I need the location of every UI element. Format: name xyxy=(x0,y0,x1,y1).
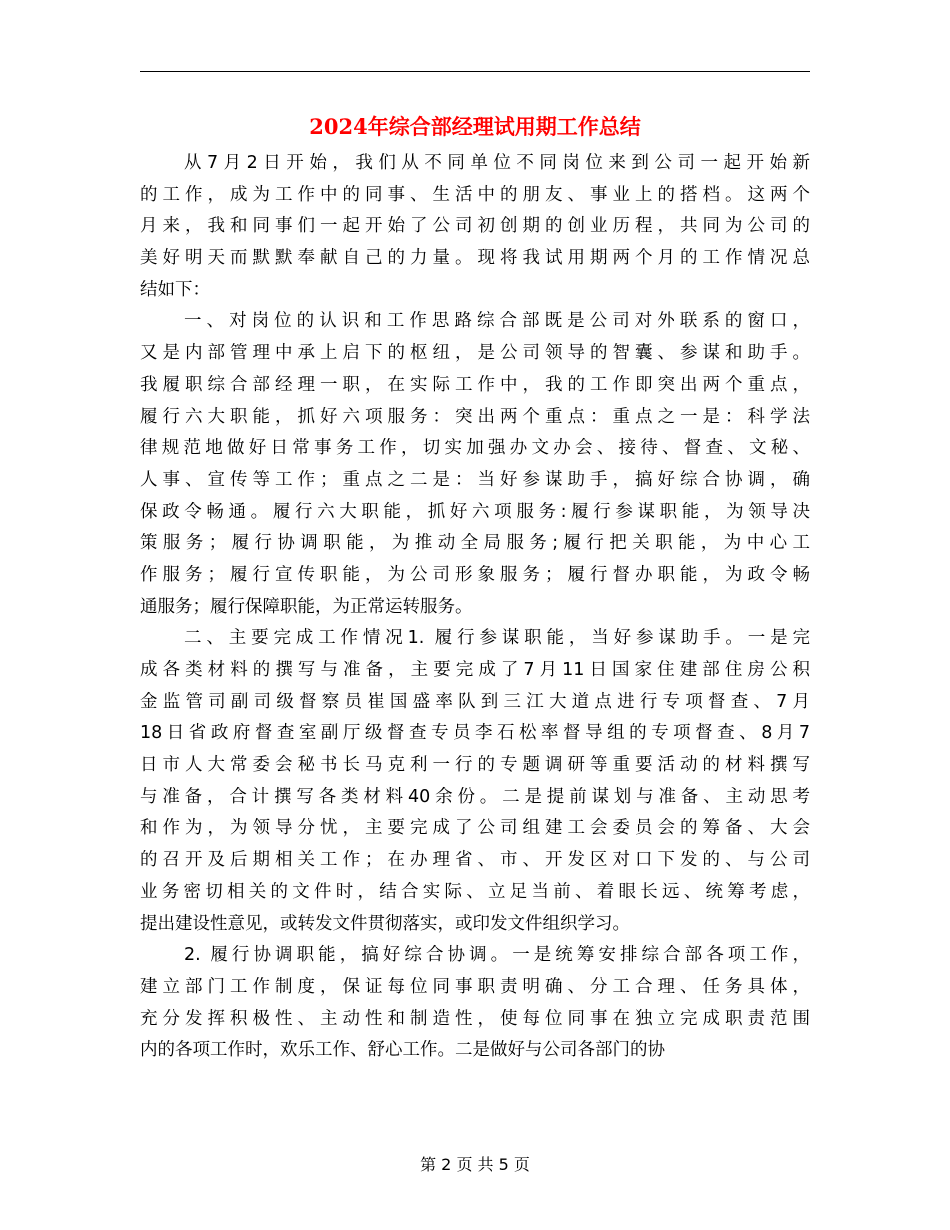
paragraph-2-line-6: 人事、宣传等工作；重点之二是：当好参谋助手，搞好综合协调，确 xyxy=(140,469,810,490)
paragraph-4-line-2: 建立部门工作制度，保证每位同事职责明确、分工合理、任务具体， xyxy=(140,976,810,997)
paragraph-2-line-7: 保政令畅通。履行六大职能，抓好六项服务:履行参谋职能，为领导决 xyxy=(140,501,810,522)
document-body xyxy=(140,148,810,1067)
paragraph-2-line-3: 我履职综合部经理一职，在实际工作中，我的工作即突出两个重点， xyxy=(140,374,810,395)
paragraph-3-line-10: 提出建设性意见，或转发文件贯彻落实，或印发文件组织学习。 xyxy=(140,913,630,934)
paragraph-3-line-7: 和作为，为领导分忧，主要完成了公司组建工会委员会的筹备、大会 xyxy=(140,818,810,839)
paragraph-4-line-1: 2. 履行协调职能，搞好综合协调。一是统筹安排综合部各项工作， xyxy=(184,945,810,966)
paragraph-3-line-1: 二、主要完成工作情况1. 履行参谋职能，当好参谋助手。一是完 xyxy=(184,628,810,649)
paragraph-1-line-5: 结如下： xyxy=(140,279,210,300)
paragraph-3-line-2: 成各类材料的撰写与准备，主要完成了7月11日国家住建部住房公积 xyxy=(140,660,810,680)
paragraph-3-line-6: 与准备，合计撰写各类材料40余份。二是提前谋划与准备、主动思考 xyxy=(140,786,810,807)
paragraph-3-line-3: 金监管司副司级督察员崔国盛率队到三江大道点进行专项督查、7月 xyxy=(140,691,810,712)
paragraph-2-line-2: 又是内部管理中承上启下的枢纽，是公司领导的智囊、参谋和助手。 xyxy=(140,343,810,364)
paragraph-2-line-10: 通服务；履行保障职能，为正常运转服务。 xyxy=(140,596,473,617)
paragraph-2-line-4: 履行六大职能，抓好六项服务：突出两个重点：重点之一是：科学法 xyxy=(140,406,810,427)
page-footer: 第 2 页 共 5 页 xyxy=(420,1155,530,1174)
paragraph-1-line-1: 从7月2日开始，我们从不同单位不同岗位来到公司一起开始新 xyxy=(184,153,810,173)
paragraph-3-line-5: 日市人大常委会秘书长马克利一行的专题调研等重要活动的材料撰写 xyxy=(140,755,810,776)
paragraph-3-line-4: 18日省政府督查室副厅级督查专员李石松率督导组的专项督查、8月7 xyxy=(140,723,810,744)
paragraph-3-line-9: 业务密切相关的文件时，结合实际、立足当前、着眼长远、统筹考虑， xyxy=(140,881,810,902)
paragraph-1-line-3: 月来，我和同事们一起开始了公司初创期的创业历程，共同为公司的 xyxy=(140,216,810,237)
paragraph-2-line-1: 一、对岗位的认识和工作思路综合部既是公司对外联系的窗口， xyxy=(184,311,810,332)
paragraph-1-line-4: 美好明天而默默奉献自己的力量。现将我试用期两个月的工作情况总 xyxy=(140,248,810,269)
document-title: 2024年综合部经理试用期工作总结 xyxy=(309,114,641,139)
paragraph-4-line-4: 内的各项工作时，欢乐工作、舒心工作。二是做好与公司各部门的协 xyxy=(140,1040,665,1061)
paragraph-2-line-8: 策服务；履行协调职能，为推动全局服务;履行把关职能，为中心工 xyxy=(140,533,810,554)
paragraph-3-line-8: 的召开及后期相关工作；在办理省、市、开发区对口下发的、与公司 xyxy=(140,850,810,871)
paragraph-4-line-3: 充分发挥积极性、主动性和制造性，使每位同事在独立完成职责范围 xyxy=(140,1008,810,1029)
paragraph-2-line-5: 律规范地做好日常事务工作，切实加强办文办会、接待、督查、文秘、 xyxy=(140,438,810,459)
paragraph-2-line-9: 作服务；履行宣传职能，为公司形象服务；履行督办职能，为政令畅 xyxy=(140,564,810,585)
header-rule xyxy=(140,71,810,72)
paragraph-1-line-2: 的工作，成为工作中的同事、生活中的朋友、事业上的搭档。这两个 xyxy=(140,184,810,205)
